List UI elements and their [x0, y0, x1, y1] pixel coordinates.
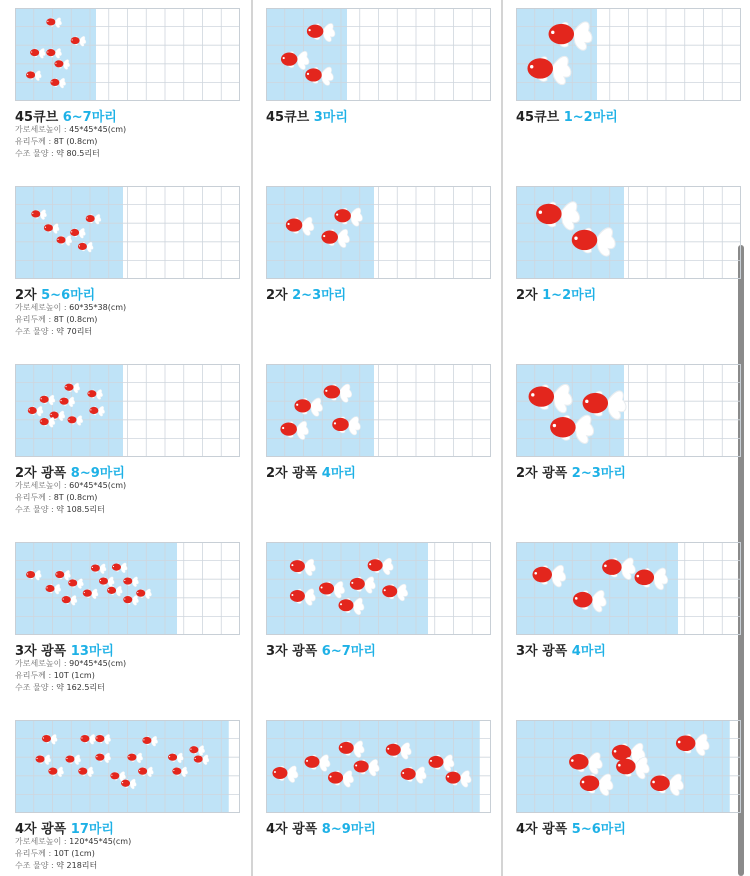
tank-diagram [266, 186, 491, 279]
fish-count: 6~7마리 [62, 110, 117, 125]
tank-diagram [516, 542, 741, 635]
tank-title [516, 106, 618, 125]
spec-value: 약 108.5리터 [56, 505, 105, 514]
tank-title [266, 818, 376, 837]
spec-label: 유리두께 : [15, 315, 54, 324]
spec-value: 8T (0.8cm) [53, 315, 98, 324]
spec-water-volume [15, 860, 131, 872]
tank-title [15, 818, 114, 837]
tank-diagram [15, 542, 240, 635]
spec-water-volume [15, 326, 126, 338]
tank-diagram [516, 720, 741, 813]
tank-title [266, 462, 356, 481]
tank-title [266, 106, 348, 125]
tank-size-name: 4자 광폭 [516, 822, 572, 837]
tank-diagram [266, 8, 491, 101]
spec-label: 수조 물양 : [15, 683, 57, 692]
tank-specs [15, 480, 126, 516]
spec-dimensions [15, 658, 126, 670]
tank-size-name: 2자 광폭 [15, 466, 71, 481]
tank-specs [15, 302, 126, 338]
spec-label: 유리두께 : [15, 671, 54, 680]
spec-glass-thickness [15, 670, 126, 682]
tank-diagram [15, 8, 240, 101]
spec-value: 60*35*38(cm) [69, 303, 127, 312]
water-fill [15, 720, 229, 813]
tank-diagram [516, 186, 741, 279]
tank-size-name: 3자 광폭 [516, 644, 572, 659]
spec-water-volume [15, 148, 126, 160]
tank-diagram [266, 720, 491, 813]
fish-count: 17마리 [70, 822, 114, 837]
spec-dimensions [15, 124, 126, 136]
tank-title [516, 640, 606, 659]
spec-glass-thickness [15, 314, 126, 326]
tank-size-name: 2자 [266, 288, 293, 303]
fish-count: 2~3마리 [571, 466, 626, 481]
tank-size-name: 2자 광폭 [516, 466, 572, 481]
spec-value: 90*45*45(cm) [69, 659, 127, 668]
spec-value: 120*45*45(cm) [69, 837, 132, 846]
tank-title [266, 284, 346, 303]
column-divider-2 [501, 0, 503, 876]
spec-dimensions [15, 836, 131, 848]
tank-specs [15, 836, 131, 872]
fish-count: 5~6마리 [41, 288, 96, 303]
tank-diagram [15, 364, 240, 457]
tank-size-name: 4자 광폭 [266, 822, 322, 837]
tank-diagram [15, 720, 240, 813]
fish-count: 6~7마리 [321, 644, 376, 659]
spec-label: 가로세로높이 : [15, 837, 70, 846]
tank-diagram [266, 364, 491, 457]
spec-value: 8T (0.8cm) [53, 137, 98, 146]
tank-title [15, 640, 114, 659]
tank-title [266, 640, 376, 659]
column-divider-1 [251, 0, 253, 876]
spec-label: 유리두께 : [15, 849, 54, 858]
fish-count: 2~3마리 [292, 288, 347, 303]
water-fill [15, 186, 123, 279]
fish-count: 8~9마리 [321, 822, 376, 837]
spec-label: 수조 물양 : [15, 327, 57, 336]
spec-value: 약 80.5리터 [56, 149, 100, 158]
tank-title [15, 462, 125, 481]
spec-label: 수조 물양 : [15, 505, 57, 514]
fish-count: 1~2마리 [563, 110, 618, 125]
tank-diagram [516, 8, 741, 101]
tank-size-name: 3자 광폭 [15, 644, 71, 659]
spec-value: 60*45*45(cm) [69, 481, 127, 490]
tank-title [15, 284, 95, 303]
spec-glass-thickness [15, 492, 126, 504]
water-fill [516, 542, 678, 635]
tank-size-name: 45큐브 [266, 110, 314, 125]
fish-count: 13마리 [70, 644, 114, 659]
fish-count: 3마리 [313, 110, 348, 125]
spec-water-volume [15, 682, 126, 694]
tank-diagram [266, 542, 491, 635]
tank-title [15, 106, 117, 125]
water-fill [15, 542, 177, 635]
spec-label: 가로세로높이 : [15, 481, 70, 490]
spec-value: 8T (0.8cm) [53, 493, 98, 502]
spec-value: 10T (1cm) [53, 849, 95, 858]
tank-title [516, 284, 596, 303]
spec-label: 수조 물양 : [15, 149, 57, 158]
fish-count: 5~6마리 [571, 822, 626, 837]
tank-title [516, 462, 626, 481]
tank-size-name: 2자 [15, 288, 42, 303]
spec-label: 유리두께 : [15, 137, 54, 146]
tank-diagram [516, 364, 741, 457]
spec-label: 가로세로높이 : [15, 659, 70, 668]
spec-label: 수조 물양 : [15, 861, 57, 870]
fish-count: 1~2마리 [542, 288, 597, 303]
spec-dimensions [15, 302, 126, 314]
tank-specs [15, 124, 126, 160]
water-fill [516, 364, 624, 457]
fish-count: 8~9마리 [70, 466, 125, 481]
spec-value: 약 70리터 [56, 327, 93, 336]
tank-title [516, 818, 626, 837]
tank-size-name: 2자 광폭 [266, 466, 322, 481]
spec-value: 10T (1cm) [53, 671, 95, 680]
spec-dimensions [15, 480, 126, 492]
spec-label: 가로세로높이 : [15, 303, 70, 312]
spec-value: 약 162.5리터 [56, 683, 105, 692]
spec-value: 45*45*45(cm) [69, 125, 127, 134]
spec-water-volume [15, 504, 126, 516]
water-fill [266, 186, 374, 279]
fish-count: 4마리 [571, 644, 606, 659]
tank-size-name: 45큐브 [516, 110, 564, 125]
tank-size-name: 2자 [516, 288, 543, 303]
spec-glass-thickness [15, 136, 126, 148]
tank-diagram [15, 186, 240, 279]
spec-value: 약 218리터 [56, 861, 98, 870]
spec-glass-thickness [15, 848, 131, 860]
tank-specs [15, 658, 126, 694]
spec-label: 유리두께 : [15, 493, 54, 502]
tank-size-name: 45큐브 [15, 110, 63, 125]
spec-label: 가로세로높이 : [15, 125, 70, 134]
tank-size-name: 4자 광폭 [15, 822, 71, 837]
fish-count: 4마리 [321, 466, 356, 481]
tank-size-name: 3자 광폭 [266, 644, 322, 659]
